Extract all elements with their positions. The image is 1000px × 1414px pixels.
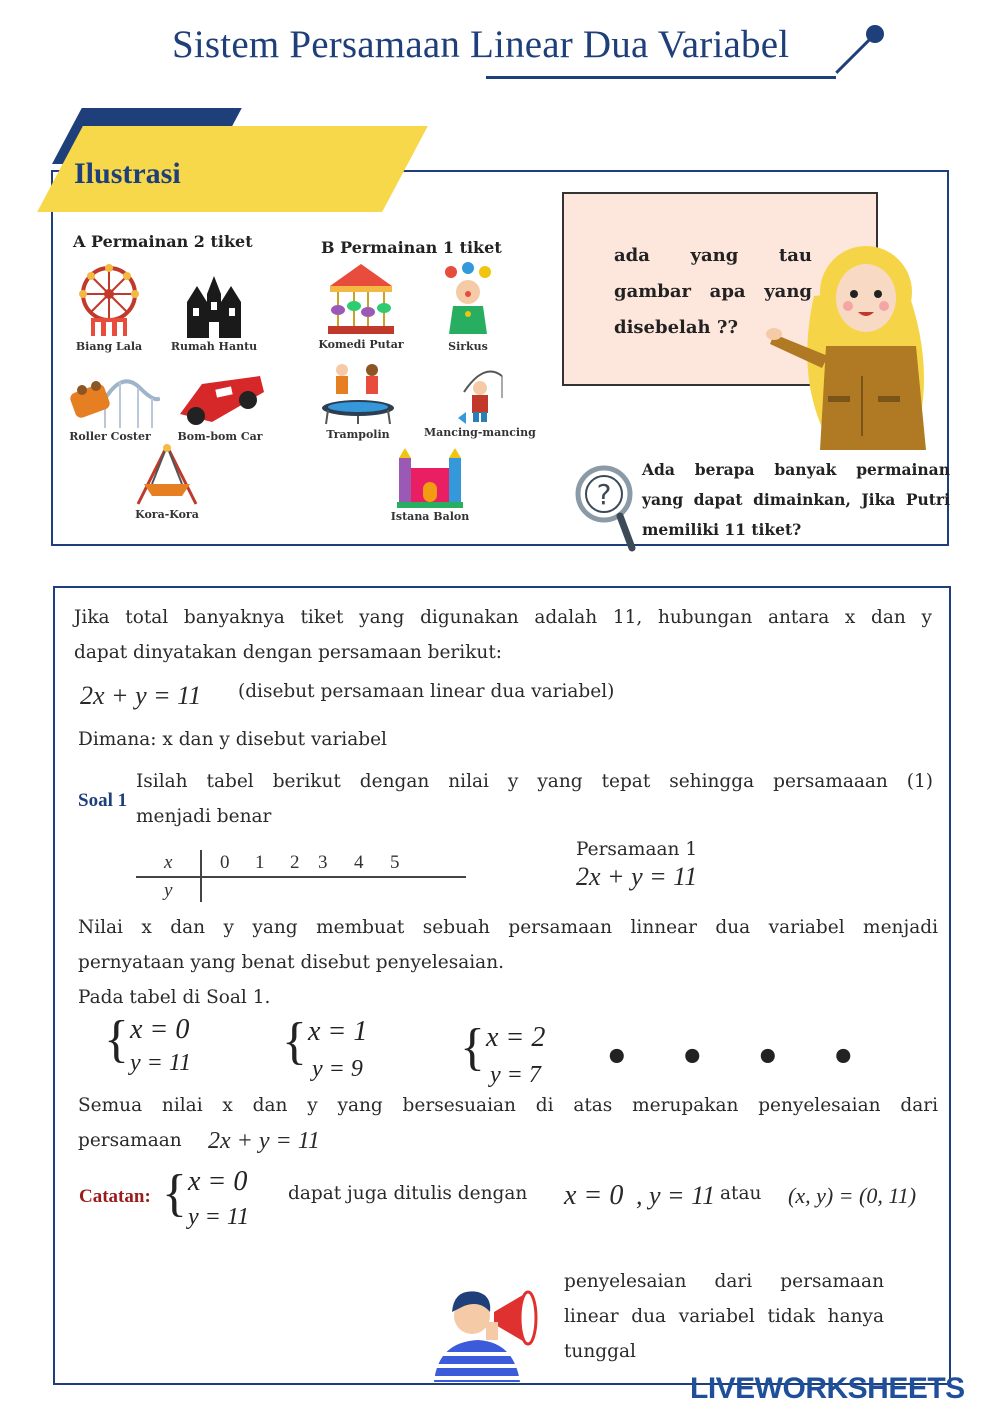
- page-title: Sistem Persamaan Linear Dua Variabel: [172, 23, 790, 66]
- magnifier-question-icon: [574, 462, 640, 552]
- system-x: x = 0: [188, 1166, 248, 1197]
- catatan-or: atau: [720, 1183, 762, 1204]
- system-x: x = 1: [308, 1016, 368, 1047]
- system-y: y = 11: [188, 1204, 250, 1230]
- equation-1: 2x + y = 11: [576, 862, 698, 891]
- system-3: [460, 1019, 580, 1092]
- intro-line: Jika total banyaknya tiket yang digunakan adalah 11, hubungan antara x dan y: [74, 607, 932, 628]
- ride-label: Bom-bom Car: [177, 430, 263, 443]
- table-divider-horizontal: [136, 876, 466, 878]
- ellipsis: • • • •: [604, 1034, 875, 1081]
- value-table: [136, 848, 466, 906]
- catatan-text: dapat juga ditulis dengan: [288, 1183, 528, 1204]
- teacher-illustration: [766, 236, 946, 450]
- clown-icon: [437, 262, 499, 338]
- system-2: [282, 1013, 402, 1086]
- soal-instruction: [136, 764, 933, 834]
- ride-sirkus: [428, 262, 508, 353]
- ride-label: Rumah Hantu: [170, 340, 258, 353]
- svg-text:?: ?: [596, 478, 612, 511]
- solution-definition: [78, 910, 938, 980]
- soal-line: Isilah tabel berikut dengan nilai y yang tepat sehingga persamaaan (1): [136, 771, 933, 792]
- main-equation: 2x + y = 11: [80, 681, 202, 710]
- catatan-equation-x: x = 0: [564, 1180, 624, 1211]
- fishing-kid-icon: [454, 362, 504, 424]
- brace-icon: {: [282, 1013, 307, 1070]
- table-x-value: 3: [318, 852, 328, 873]
- illustration-question: [642, 455, 950, 545]
- ride-label: Komedi Putar: [318, 338, 404, 351]
- closing-line: penyelesaian dari persamaan: [564, 1271, 884, 1292]
- board-line: disebelah ??: [614, 317, 738, 338]
- ride-roller-coster: [60, 368, 160, 443]
- table-y-label: y: [164, 880, 173, 901]
- ride-label: Sirkus: [448, 340, 488, 353]
- system-y: y = 9: [312, 1056, 363, 1082]
- megaphone-boy-illustration: [424, 1282, 554, 1382]
- closing-line: tunggal: [564, 1341, 636, 1362]
- ride-biang-lala: [68, 264, 150, 353]
- soal-label: Soal 1: [78, 790, 128, 811]
- group-b-title: B Permainan 1 tiket: [321, 238, 502, 257]
- ride-trampolin: [316, 360, 400, 441]
- question-line: Ada berapa banyak permainan: [642, 460, 950, 479]
- ride-label: Roller Coster: [69, 430, 151, 443]
- liveworksheets-logo[interactable]: LIVEWORKSHEETS: [690, 1372, 965, 1405]
- table-x-value: 4: [354, 852, 364, 873]
- haunted-house-icon: [179, 272, 249, 338]
- brace-icon: {: [460, 1019, 485, 1076]
- system-y: y = 7: [490, 1062, 541, 1088]
- bouncy-castle-icon: [395, 448, 465, 508]
- ride-label: Istana Balon: [390, 510, 470, 523]
- system-x: x = 2: [486, 1022, 546, 1053]
- ride-label: Mancing-mancing: [424, 426, 536, 439]
- table-reference: Pada tabel di Soal 1.: [78, 987, 271, 1008]
- table-x-label: x: [164, 852, 173, 873]
- pirate-ship-icon: [132, 444, 202, 506]
- catatan-pair: (x, y) = (0, 11): [788, 1183, 917, 1208]
- ride-kora-kora: [122, 444, 212, 521]
- all-values-paragraph: [78, 1088, 938, 1158]
- closing-note: [564, 1264, 884, 1369]
- table-x-value: 0: [220, 852, 230, 873]
- ride-label: Kora-Kora: [135, 508, 199, 521]
- question-line: memiliki 11 tiket?: [642, 520, 802, 539]
- title-underline: [486, 76, 836, 79]
- closing-line: linear dua variabel tidak hanya: [564, 1306, 884, 1327]
- ride-mancing-mancing: [424, 362, 534, 439]
- ride-label: Biang Lala: [75, 340, 143, 353]
- table-divider-vertical: [200, 850, 202, 902]
- all-values-line: persamaan: [78, 1130, 182, 1151]
- solution-line: Nilai x dan y yang membuat sebuah persamaan linnear dua variabel menjadi: [78, 917, 938, 938]
- system-y: y = 11: [130, 1050, 192, 1076]
- table-x-value: 2: [290, 852, 300, 873]
- soal-line: menjadi benar: [136, 806, 272, 827]
- equation-note: (disebut persamaan linear dua variabel): [238, 681, 615, 702]
- intro-line: dapat dinyatakan dengan persamaan berikut:: [74, 642, 502, 663]
- roller-coaster-icon: [60, 368, 160, 428]
- ride-istana-balon: [388, 448, 472, 523]
- title-accent-dot: [866, 25, 884, 43]
- bumper-car-icon: [172, 370, 268, 428]
- solution-line: pernyataan yang benat disebut penyelesaian.: [78, 952, 504, 973]
- variables-note: Dimana: x dan y disebut variabel: [78, 729, 387, 750]
- ferris-wheel-icon: [77, 264, 141, 338]
- equation-1-label: Persamaan 1: [576, 839, 698, 860]
- system-1: [104, 1011, 224, 1084]
- all-values-equation: 2x + y = 11: [208, 1128, 320, 1154]
- catatan-label: Catatan:: [79, 1186, 151, 1207]
- ride-label: Trampolin: [326, 428, 390, 441]
- group-a-title: A Permainan 2 tiket: [73, 232, 253, 251]
- table-x-value: 5: [390, 852, 400, 873]
- ride-bom-bom-car: [170, 370, 270, 443]
- illustration-banner: Ilustrasi: [74, 157, 181, 190]
- brace-icon: {: [162, 1165, 187, 1222]
- table-x-value: 1: [255, 852, 265, 873]
- carousel-icon: [326, 262, 396, 336]
- all-values-line: Semua nilai x dan y yang bersesuaian di atas merupakan penyelesaian dari: [78, 1095, 938, 1116]
- catatan-system: [162, 1165, 282, 1238]
- catatan-equation-y: , y = 11: [636, 1181, 716, 1210]
- brace-icon: {: [104, 1011, 129, 1068]
- ride-komedi-putar: [314, 262, 408, 351]
- board-line: gambar apa yang: [614, 281, 812, 302]
- trampoline-icon: [320, 360, 396, 426]
- intro-paragraph: [74, 600, 932, 670]
- question-line: yang dapat dimainkan, Jika Putri: [642, 490, 950, 509]
- system-x: x = 0: [130, 1014, 190, 1045]
- board-line: ada yang tau: [614, 245, 812, 266]
- ride-rumah-hantu: [168, 272, 260, 353]
